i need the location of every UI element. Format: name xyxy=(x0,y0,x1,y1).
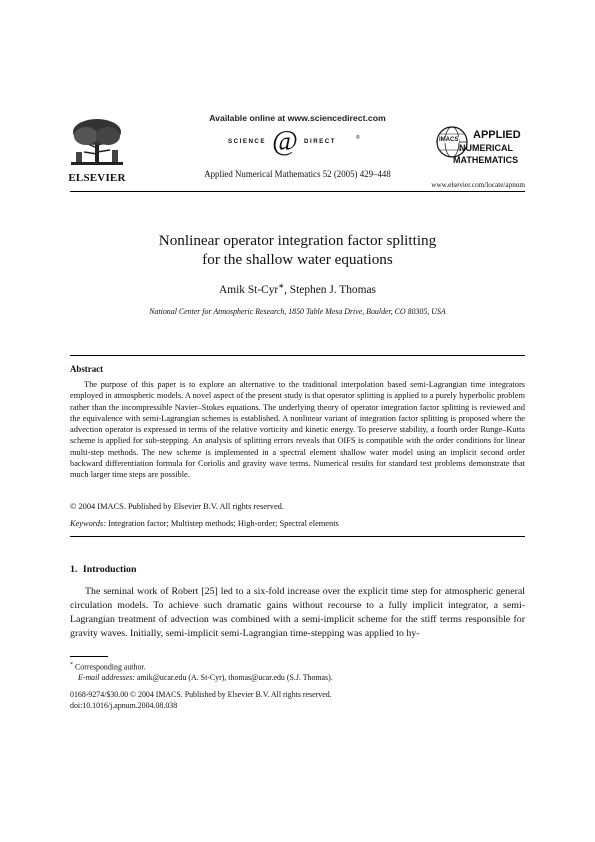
issn-line: 0168-9274/$30.00 © 2004 IMACS. Published by Elsevier B.V. All rights reserved. xyxy=(70,690,332,699)
sciencedirect-logo xyxy=(228,126,368,157)
footnote-mark: * xyxy=(70,662,73,668)
section-number: 1. xyxy=(70,564,78,575)
journal-citation: Applied Numerical Mathematics 52 (2005) 429–448 xyxy=(204,169,391,179)
affiliation: National Center for Atmospheric Research, 1850 Table Mesa Drive, Boulder, CO 80305, USA xyxy=(149,307,446,316)
seal-text: IMACS xyxy=(439,137,459,143)
journal-logo-line1: APPLIED xyxy=(473,129,521,141)
article-title xyxy=(70,231,525,269)
journal-url[interactable]: www.elsevier.com/locate/apnum xyxy=(431,181,525,189)
abstract-copyright: © 2004 IMACS. Published by Elsevier B.V. All rights reserved. xyxy=(70,502,284,511)
footnote-line-1 xyxy=(70,660,525,673)
section-heading-introduction xyxy=(70,564,136,575)
author-2: , Stephen J. Thomas xyxy=(284,283,376,296)
sd-trademark: ® xyxy=(356,135,360,141)
footnote-corresponding: Corresponding author. xyxy=(74,662,146,672)
abstract-body: The purpose of this paper is to explore an alternative to the traditional interpolation based semi-Lagrangian time integrators employed in atmospheric models. A novel aspect of the present study is that operator splitting is applied to a purely hyperbolic problem rather than the incompressible Navier–Stokes equations. The underlying theory of operator integration factor splitting is reviewed and the equivalence with semi-Lagrangian schemes is established. A nonlinear variant of integration factor splitting is proposed where the advection operator is expressed in terms of the relative vorticity and kinetic energy. To preserve stability, a fourth order Runge–Kutta scheme is applied for sub-stepping. An analysis of splitting errors reveals that OIFS is compatible with the order conditions for linear multi-step methods. The new scheme is implemented in a spectral element shallow water model using an implicit second order backward differentiation formula for Coriolis and gravity wave terms. Numerical results for standard test problems demonstrate that much larger time steps are possible. xyxy=(70,380,525,480)
title-line-1: Nonlinear operator integration factor splitting xyxy=(158,232,437,249)
tree-icon xyxy=(66,118,128,168)
header-rule xyxy=(70,191,525,192)
sd-right: DIRECT xyxy=(304,138,337,145)
email-label: E-mail addresses: xyxy=(78,672,135,682)
section-title: Introduction xyxy=(82,564,137,575)
author-footnote-mark[interactable]: ∗ xyxy=(278,282,285,290)
at-icon: @ xyxy=(272,126,298,157)
abstract-rule-bottom xyxy=(70,536,525,537)
keywords xyxy=(70,518,525,529)
abstract-heading: Abstract xyxy=(70,364,104,374)
elsevier-logo xyxy=(66,118,128,184)
footnote-line-2 xyxy=(70,673,525,683)
keywords-label: Keywords: xyxy=(70,519,106,528)
elsevier-wordmark: ELSEVIER xyxy=(68,172,126,184)
authors xyxy=(70,282,525,296)
author-1: Amik St-Cyr xyxy=(219,283,279,296)
title-line-2: for the shallow water equations xyxy=(202,251,393,268)
email-addresses[interactable]: amik@ucar.edu (A. St-Cyr), thomas@ucar.edu (S.J. Thomas). xyxy=(136,672,333,682)
keywords-text: Integration factor; Multistep methods; High-order; Spectral elements xyxy=(108,519,339,528)
doi-line[interactable]: doi:10.1016/j.apnum.2004.08.038 xyxy=(70,701,178,710)
footnote xyxy=(70,660,525,683)
journal-logo xyxy=(435,123,531,173)
introduction-body: The seminal work of Robert [25] led to a six-fold increase over the explicit time step for atmospheric general circulation models. To achieve such dramatic gains without recourse to a fully implicit integrator, a semi-Lagrangian treatment of advection was combined with a semi-implicit scheme for the stiff terms responsible for gravity waves. Initially, semi-implicit semi-Lagrangian time-stepping was applied to hy- xyxy=(70,586,525,639)
abstract-rule-top xyxy=(70,355,525,356)
journal-logo-line2: NUMERICAL xyxy=(459,143,513,153)
available-online[interactable]: Available online at www.sciencedirect.com xyxy=(209,113,386,123)
journal-logo-line3: MATHEMATICS xyxy=(453,155,519,165)
footnote-rule xyxy=(70,656,108,657)
sd-left: SCIENCE xyxy=(228,138,267,145)
